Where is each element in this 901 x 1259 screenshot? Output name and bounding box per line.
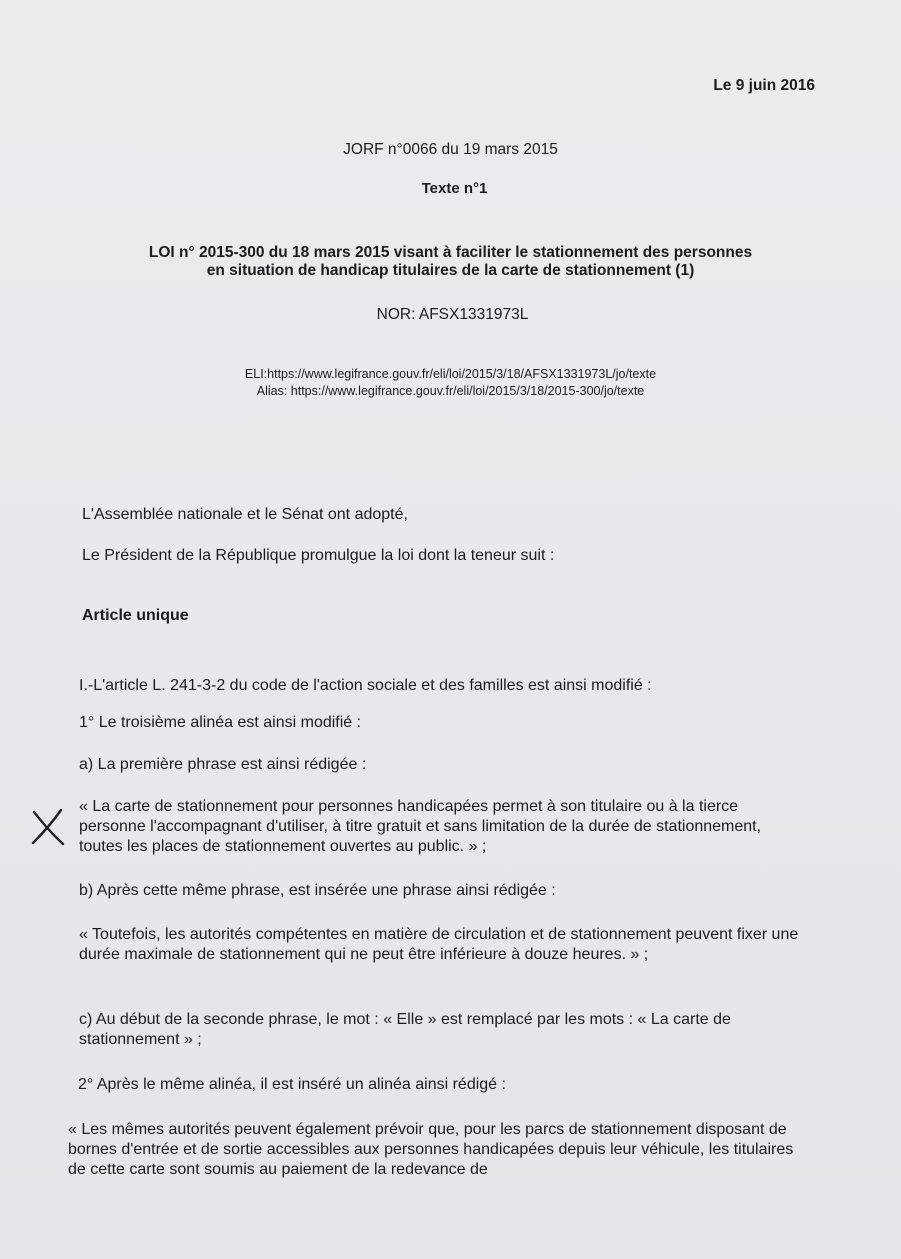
paragraph-a: a) La première phrase est ainsi rédigée : xyxy=(79,756,367,773)
alias-link: Alias: https://www.legifrance.gouv.fr/eli/loi/2015/3/18/2015-300/jo/texte xyxy=(256,384,645,398)
law-title-line-2: en situation de handicap titulaires de la carte de stationnement (1) xyxy=(206,262,695,279)
quote-1: « La carte de stationnement pour personnes handicapées permet à son titulaire ou à la tierce personne l'accompagnant d'utiliser, à titre gratuit et sans limitation de la durée de stationnement, toutes les places de stationnement ouvertes au public. » ; xyxy=(79,798,762,855)
paragraph-1: 1° Le troisième alinéa est ainsi modifié : xyxy=(79,714,362,731)
paragraph-i: I.-L'article L. 241-3-2 du code de l'action sociale et des familles est ainsi modifié : xyxy=(79,677,652,694)
paragraph-b: b) Après cette même phrase, est insérée une phrase ainsi rédigée : xyxy=(79,882,556,899)
texte-number: Texte n°1 xyxy=(421,180,488,197)
article-heading: Article unique xyxy=(82,607,189,624)
adoption-paragraph: L'Assemblée nationale et le Sénat ont adopté, xyxy=(82,506,408,523)
x-mark-icon xyxy=(30,806,66,846)
paragraph-2: 2° Après le même alinéa, il est inséré un alinéa ainsi rédigé : xyxy=(78,1076,506,1093)
eli-link: ELI:https://www.legifrance.gouv.fr/eli/loi/2015/3/18/AFSX1331973L/jo/texte xyxy=(244,367,657,381)
paragraph-c: c) Au début de la seconde phrase, le mot : « Elle » est remplacé par les mots : « La carte de stationnement » ; xyxy=(79,1011,731,1048)
law-title xyxy=(0,244,901,280)
promulgation-paragraph: Le Président de la République promulgue la loi dont la teneur suit : xyxy=(82,547,555,564)
eli-block xyxy=(0,366,901,400)
jorf-reference: JORF n°0066 du 19 mars 2015 xyxy=(343,141,558,158)
quote-2: « Toutefois, les autorités compétentes en matière de circulation et de stationnement peuvent fixer une durée maximale de stationnement qui ne peut être inférieure à douze heures. » ; xyxy=(79,926,799,963)
law-title-line-1: LOI n° 2015-300 du 18 mars 2015 visant à faciliter le stationnement des personnes xyxy=(148,244,753,261)
document-date: Le 9 juin 2016 xyxy=(713,77,815,94)
nor-reference: NOR: AFSX1331973L xyxy=(376,306,529,323)
quote-3: « Les mêmes autorités peuvent également prévoir que, pour les parcs de stationnement disposant de bornes d'entrée et de sortie accessibles aux personnes handicapées depuis leur véhicule, les titulaires de cette carte sont soumis au paiement de la redevance de xyxy=(68,1121,794,1178)
